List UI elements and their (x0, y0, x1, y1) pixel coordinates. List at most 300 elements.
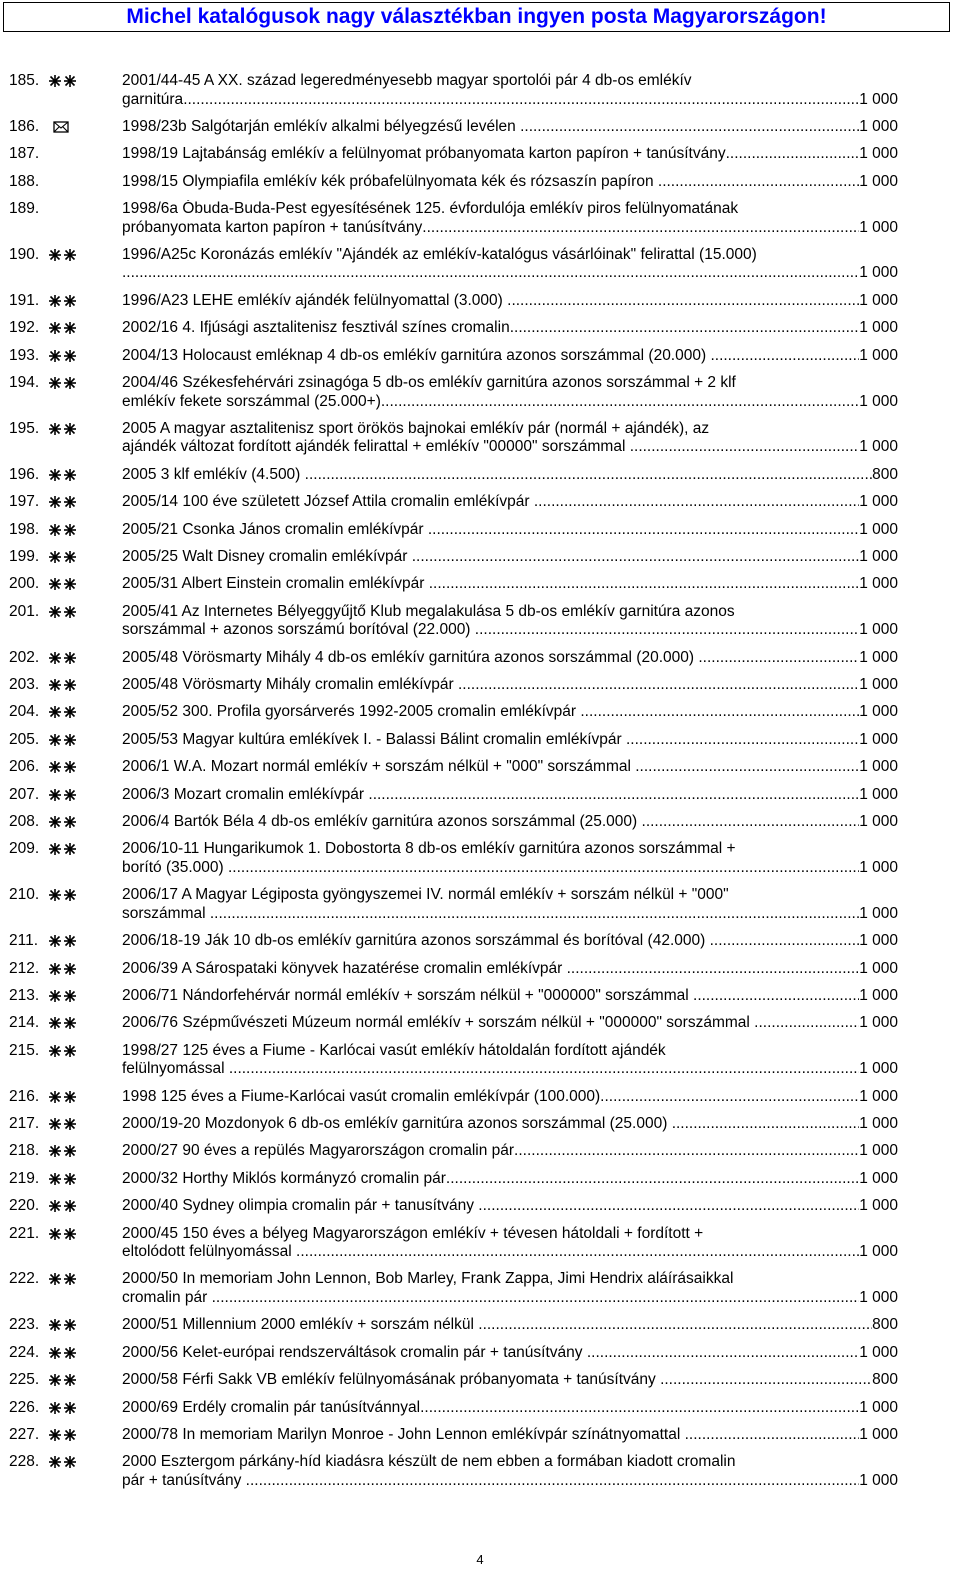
description-line (122, 246, 898, 265)
item-number: 218. (9, 1142, 40, 1160)
item-description (122, 1142, 898, 1161)
description-text: 2005/41 Az Internetes Bélyeggyűjtő Klub megalakulása 5 db-os emlékív garnitúra azonos (122, 602, 735, 620)
description-line (122, 264, 898, 283)
item-description (122, 886, 898, 923)
item-number: 192. (9, 319, 40, 337)
dot-leader (693, 987, 859, 1006)
page-number: 4 (476, 1552, 484, 1567)
description-line (122, 840, 898, 859)
item-number: 201. (9, 602, 40, 620)
dot-leader (296, 1243, 859, 1262)
description-text: 2000/40 Sydney olimpia cromalin pár + tanusítvány (122, 1197, 479, 1215)
item-number: 186. (9, 117, 40, 135)
description-text: borító (35.000) (122, 858, 228, 876)
item-number: 217. (9, 1115, 40, 1132)
dot-leader (228, 859, 859, 878)
item-number: 197. (9, 493, 40, 511)
dot-leader (478, 1316, 872, 1335)
catalog-item (0, 1316, 960, 1335)
catalog-item (0, 292, 960, 311)
catalog-item (0, 374, 960, 411)
description-text: 2000/51 Millennium 2000 emlékív + sorszám nélkül (122, 1316, 479, 1334)
description-text: 2000/69 Erdély cromalin pár tanúsítvánnyal (122, 1398, 421, 1416)
description-text: 2000/58 Férfi Sakk VB emlékív felülnyomásának próbanyomata + tanúsítvány (122, 1371, 661, 1389)
item-description (122, 603, 898, 640)
description-text: 2000/27 90 éves a repülés Magyarországon cromalin pár (122, 1142, 515, 1160)
description-text: 2006/18-19 Ják 10 db-os emlékív garnitúra azonos sorszámmal és borítóval (42.000) (122, 932, 710, 950)
item-number: 188. (9, 172, 40, 190)
item-price: 1 000 (859, 319, 898, 337)
double-asterisk-icon (48, 678, 82, 693)
description-text: 1998/15 Olympiafila emlékív kék próbafelülnyomata kék és rózsaszín papíron (122, 172, 658, 190)
catalog-item (0, 1115, 960, 1134)
item-number: 221. (9, 1224, 40, 1242)
catalog-item (0, 649, 960, 668)
catalog-item (0, 347, 960, 366)
description-line (122, 1426, 898, 1445)
description-text: 2006/39 A Sárospataki könyvek hazatérése cromalin emlékívpár (122, 959, 567, 977)
item-description (122, 932, 898, 951)
double-asterisk-icon (48, 1044, 82, 1059)
description-line (122, 621, 898, 640)
catalog-item (0, 603, 960, 640)
description-text: 2005/31 Albert Einstein cromalin emlékívpár (122, 575, 429, 593)
description-line (122, 374, 898, 393)
description-line (122, 219, 898, 238)
double-asterisk-icon (48, 577, 82, 592)
description-line (122, 758, 898, 777)
item-price: 1 000 (859, 392, 898, 410)
item-number: 194. (9, 374, 40, 392)
item-number: 228. (9, 1453, 40, 1471)
catalog-item (0, 758, 960, 777)
item-price: 1 000 (859, 648, 898, 666)
dot-leader (534, 493, 859, 512)
double-asterisk-icon (48, 550, 82, 565)
item-number: 198. (9, 520, 40, 538)
description-line (122, 420, 898, 439)
description-line (122, 91, 898, 110)
dot-leader (580, 703, 859, 722)
item-price: 1 000 (859, 90, 898, 108)
item-price: 1 000 (859, 1142, 898, 1160)
item-price: 1 000 (859, 904, 898, 922)
item-price: 1 000 (859, 172, 898, 190)
double-asterisk-icon (48, 760, 82, 775)
item-price: 1 000 (859, 812, 898, 830)
description-text: 2005 A magyar asztalitenisz sport örökös bajnokai emlékív pár (normál + ajándék), az (122, 419, 710, 437)
double-asterisk-icon (48, 705, 82, 720)
item-description (122, 1316, 898, 1335)
item-price: 1 000 (859, 1288, 898, 1306)
item-number: 213. (9, 986, 40, 1004)
catalog-item (0, 1142, 960, 1161)
description-text: 1998 125 éves a Fiume-Karlócai vasút cromalin emlékívpár (100.000) (122, 1087, 601, 1105)
description-line (122, 1472, 898, 1491)
item-number: 223. (9, 1316, 40, 1334)
description-line (122, 960, 898, 979)
description-line (122, 987, 898, 1006)
item-description (122, 813, 898, 832)
description-line (122, 859, 898, 878)
description-line (122, 1316, 898, 1335)
item-description (122, 118, 898, 137)
description-text: 1998/19 Lajtabánság emlékív a felülnyomat próbanyomata karton papíron + tanúsítvány (122, 145, 726, 163)
item-description (122, 1426, 898, 1445)
item-number: 222. (9, 1270, 40, 1288)
item-description (122, 1115, 898, 1134)
item-number: 199. (9, 547, 40, 565)
item-number: 211. (9, 932, 39, 950)
description-text: cromalin pár (122, 1288, 212, 1306)
item-number: 203. (9, 676, 40, 694)
item-description (122, 521, 898, 540)
description-line (122, 493, 898, 512)
item-description (122, 731, 898, 750)
item-number: 205. (9, 730, 40, 748)
dot-leader (305, 466, 872, 485)
catalog-item (0, 1088, 960, 1107)
dot-leader (210, 905, 859, 924)
item-price: 1 000 (859, 346, 898, 364)
catalog-item (0, 932, 960, 951)
description-line (122, 813, 898, 832)
description-text: 1998/23b Salgótarján emlékív alkalmi bélyegzésű levélen (122, 117, 521, 135)
description-text: 2000/56 Kelet-európai rendszerváltások cromalin pár + tanúsítvány (122, 1343, 587, 1361)
description-line (122, 118, 898, 137)
double-asterisk-icon (48, 651, 82, 666)
catalog-item (0, 246, 960, 283)
dot-leader (710, 932, 860, 951)
catalog-item (0, 786, 960, 805)
description-text: emlékív fekete sorszámmal (25.000+) (122, 392, 381, 410)
description-line (122, 393, 898, 412)
description-line (122, 1088, 898, 1107)
description-line (122, 1453, 898, 1472)
dot-leader (626, 731, 859, 750)
description-line (122, 1014, 898, 1033)
catalog-item (0, 145, 960, 164)
catalog-item (0, 118, 960, 137)
catalog-item (0, 886, 960, 923)
item-description (122, 1270, 898, 1307)
description-text: 2005/14 100 éve született József Attila cromalin emlékívpár (122, 493, 534, 511)
item-price: 1 000 (859, 1169, 898, 1187)
catalog-item (0, 1371, 960, 1390)
double-asterisk-icon (48, 1117, 82, 1132)
description-text: 2000/32 Horthy Miklós kormányzó cromalin pár (122, 1169, 446, 1187)
item-number: 207. (9, 785, 40, 803)
description-line (122, 703, 898, 722)
description-line (122, 347, 898, 366)
item-number: 196. (9, 465, 40, 483)
dot-leader (510, 319, 860, 338)
description-text: eltolódott felülnyomással (122, 1243, 297, 1261)
description-line (122, 319, 898, 338)
item-description (122, 145, 898, 164)
description-line (122, 1170, 898, 1189)
item-price: 1 000 (859, 264, 898, 282)
description-text: 2006/4 Bartók Béla 4 db-os emlékív garnitúra azonos sorszámmal (25.000) (122, 812, 642, 830)
envelope-icon (48, 120, 82, 135)
dot-leader (635, 758, 859, 777)
item-price: 1 000 (859, 676, 898, 694)
description-text: 2000/19-20 Mozdonyok 6 db-os emlékív garnitúra azonos sorszámmal (25.000) (122, 1115, 672, 1132)
item-number: 227. (9, 1425, 40, 1443)
dot-leader (381, 393, 859, 412)
item-description (122, 72, 898, 109)
item-description (122, 374, 898, 411)
item-description (122, 1371, 898, 1390)
catalog-list (0, 72, 960, 1499)
item-description (122, 758, 898, 777)
item-description (122, 1014, 898, 1033)
catalog-item (0, 575, 960, 594)
double-asterisk-icon (48, 321, 82, 336)
dot-leader (754, 1014, 859, 1033)
double-asterisk-icon (48, 888, 82, 903)
description-line (122, 1225, 898, 1244)
item-description (122, 649, 898, 668)
catalog-item (0, 420, 960, 457)
double-asterisk-icon (48, 989, 82, 1004)
item-price: 1 000 (859, 1087, 898, 1105)
description-line (122, 1115, 898, 1134)
description-text: 2005/52 300. Profila gyorsárverés 1992-2005 cromalin emlékívpár (122, 703, 581, 721)
description-text: 2005/25 Walt Disney cromalin emlékívpár (122, 547, 412, 565)
double-asterisk-icon (48, 523, 82, 538)
item-number: 225. (9, 1371, 40, 1389)
item-price: 1 000 (859, 1425, 898, 1443)
item-description (122, 575, 898, 594)
double-asterisk-icon (48, 788, 82, 803)
description-text: sorszámmal (122, 904, 210, 922)
item-description (122, 246, 898, 283)
double-asterisk-icon (48, 1090, 82, 1105)
item-number: 206. (9, 758, 40, 776)
item-number: 226. (9, 1398, 40, 1416)
item-description (122, 786, 898, 805)
item-number: 193. (9, 346, 40, 364)
description-text: sorszámmal + azonos sorszámú borítóval (22.000) (122, 621, 475, 639)
item-number: 214. (9, 1014, 40, 1032)
item-price: 1 000 (859, 547, 898, 565)
item-description (122, 1170, 898, 1189)
catalog-item (0, 1426, 960, 1445)
description-text: 2000/45 150 éves a bélyeg Magyarországon emlékív + tévesen hátoldali + fordított + (122, 1224, 704, 1242)
description-line (122, 521, 898, 540)
description-line (122, 1060, 898, 1079)
dot-leader (420, 1399, 859, 1418)
item-number: 204. (9, 703, 40, 721)
item-price: 1 000 (859, 1060, 898, 1078)
dot-leader (710, 347, 859, 366)
catalog-item (0, 493, 960, 512)
catalog-item (0, 703, 960, 722)
item-price: 1 000 (859, 986, 898, 1004)
dot-leader (458, 676, 859, 695)
catalog-item (0, 987, 960, 1006)
double-asterisk-icon (48, 468, 82, 483)
catalog-item (0, 731, 960, 750)
description-text: 2006/76 Szépművészeti Múzeum normál emlékív + sorszám nélkül + "000000" sorszámmal (122, 1014, 755, 1032)
item-price: 1 000 (859, 1243, 898, 1261)
catalog-item (0, 676, 960, 695)
item-price: 1 000 (859, 858, 898, 876)
item-description (122, 548, 898, 567)
item-price: 1 000 (859, 291, 898, 309)
double-asterisk-icon (48, 1318, 82, 1333)
description-line (122, 649, 898, 668)
dot-leader (685, 1426, 860, 1445)
description-line (122, 1142, 898, 1161)
description-text: 2002/16 4. Ifjúsági asztalitenisz fesztivál színes cromalin (122, 319, 510, 337)
dot-leader (630, 438, 860, 457)
item-description (122, 200, 898, 237)
description-line (122, 173, 898, 192)
dot-leader (428, 521, 859, 540)
description-line (122, 1371, 898, 1390)
description-text: 2005/48 Vörösmarty Mihály cromalin emlékívpár (122, 676, 458, 694)
description-line (122, 1399, 898, 1418)
item-number: 189. (9, 200, 40, 218)
item-price: 1 000 (859, 1398, 898, 1416)
double-asterisk-icon (48, 1455, 82, 1470)
item-price: 1 000 (859, 730, 898, 748)
item-price: 1 000 (859, 758, 898, 776)
item-number: 195. (9, 419, 40, 437)
description-line (122, 200, 898, 219)
double-asterisk-icon (48, 74, 82, 89)
item-number: 216. (9, 1087, 40, 1105)
double-asterisk-icon (48, 934, 82, 949)
item-price: 1 000 (859, 703, 898, 721)
double-asterisk-icon (48, 1373, 82, 1388)
double-asterisk-icon (48, 1227, 82, 1242)
item-price: 1 000 (859, 117, 898, 135)
description-line (122, 1197, 898, 1216)
description-line (122, 603, 898, 622)
item-description (122, 292, 898, 311)
dot-leader (368, 786, 859, 805)
catalog-item (0, 1225, 960, 1262)
description-line (122, 676, 898, 695)
description-text: pár + tanúsítvány (122, 1471, 246, 1489)
catalog-item (0, 1014, 960, 1033)
dot-leader (660, 1371, 872, 1390)
double-asterisk-icon (48, 815, 82, 830)
double-asterisk-icon (48, 1172, 82, 1187)
item-number: 191. (9, 291, 40, 309)
item-price: 1 000 (859, 218, 898, 236)
catalog-item (0, 1344, 960, 1363)
item-description (122, 1225, 898, 1262)
description-line (122, 731, 898, 750)
description-text: 1996/A23 LEHE emlékív ajándék felülnyomattal (3.000) (122, 291, 508, 309)
item-number: 224. (9, 1343, 40, 1361)
catalog-item (0, 319, 960, 338)
description-text: 2000/50 In memoriam John Lennon, Bob Marley, Frank Zappa, Jimi Hendrix aláírásaikkal (122, 1270, 734, 1288)
double-asterisk-icon (48, 294, 82, 309)
dot-leader (475, 621, 859, 640)
dot-leader (600, 1088, 859, 1107)
description-line (122, 786, 898, 805)
description-line (122, 1289, 898, 1308)
item-description (122, 1399, 898, 1418)
description-line (122, 575, 898, 594)
description-text: 2005/53 Magyar kultúra emlékívek I. - Balassi Bálint cromalin emlékívpár (122, 730, 626, 748)
dot-leader (642, 813, 860, 832)
double-asterisk-icon (48, 733, 82, 748)
double-asterisk-icon (48, 1016, 82, 1031)
dot-leader (429, 575, 859, 594)
catalog-item (0, 1453, 960, 1490)
description-line (122, 145, 898, 164)
dot-leader (246, 1472, 860, 1491)
item-number: 210. (9, 886, 40, 904)
catalog-item (0, 813, 960, 832)
dot-leader (412, 548, 859, 567)
dot-leader (478, 1197, 859, 1216)
double-asterisk-icon (48, 1401, 82, 1416)
double-asterisk-icon (48, 842, 82, 857)
item-description (122, 319, 898, 338)
item-price: 1 000 (859, 1014, 898, 1032)
dot-leader (446, 1170, 859, 1189)
double-asterisk-icon (48, 248, 82, 263)
item-description (122, 1344, 898, 1363)
catalog-item (0, 1170, 960, 1189)
double-asterisk-icon (48, 1144, 82, 1159)
item-price: 1 000 (859, 438, 898, 456)
double-asterisk-icon (48, 1346, 82, 1361)
item-price: 800 (872, 1316, 898, 1334)
item-price: 1 000 (859, 1197, 898, 1215)
catalog-item (0, 1399, 960, 1418)
catalog-item (0, 1197, 960, 1216)
item-number: 190. (9, 245, 40, 263)
catalog-item (0, 548, 960, 567)
description-text: 1996/A25c Koronázás emlékív "Ajándék az emlékív-katalógus vásárlóinak" felirattal (15.000) (122, 245, 757, 263)
description-line (122, 72, 898, 91)
item-number: 200. (9, 575, 40, 593)
item-description (122, 1088, 898, 1107)
dot-leader (698, 649, 859, 668)
dot-leader (567, 960, 860, 979)
dot-leader (507, 292, 859, 311)
description-line (122, 438, 898, 457)
dot-leader (587, 1344, 859, 1363)
description-line (122, 466, 898, 485)
item-price: 800 (872, 1371, 898, 1389)
item-price: 1 000 (859, 493, 898, 511)
catalog-item (0, 466, 960, 485)
item-price: 1 000 (859, 145, 898, 163)
description-text: 1998/6a Óbuda-Buda-Pest egyesítésének 125. évfordulója emlékív piros felülnyomatának (122, 200, 739, 218)
item-price: 1 000 (859, 785, 898, 803)
item-price: 1 000 (859, 520, 898, 538)
catalog-item (0, 1270, 960, 1307)
item-description (122, 493, 898, 512)
item-number: 187. (9, 145, 40, 163)
item-description (122, 347, 898, 366)
dot-leader (229, 1060, 859, 1079)
description-text: felülnyomással (122, 1060, 229, 1078)
description-text: 2006/71 Nándorfehérvár normál emlékív + sorszám nélkül + "000000" sorszámmal (122, 986, 694, 1004)
description-line (122, 1270, 898, 1289)
item-description (122, 1453, 898, 1490)
dot-leader (122, 264, 859, 283)
